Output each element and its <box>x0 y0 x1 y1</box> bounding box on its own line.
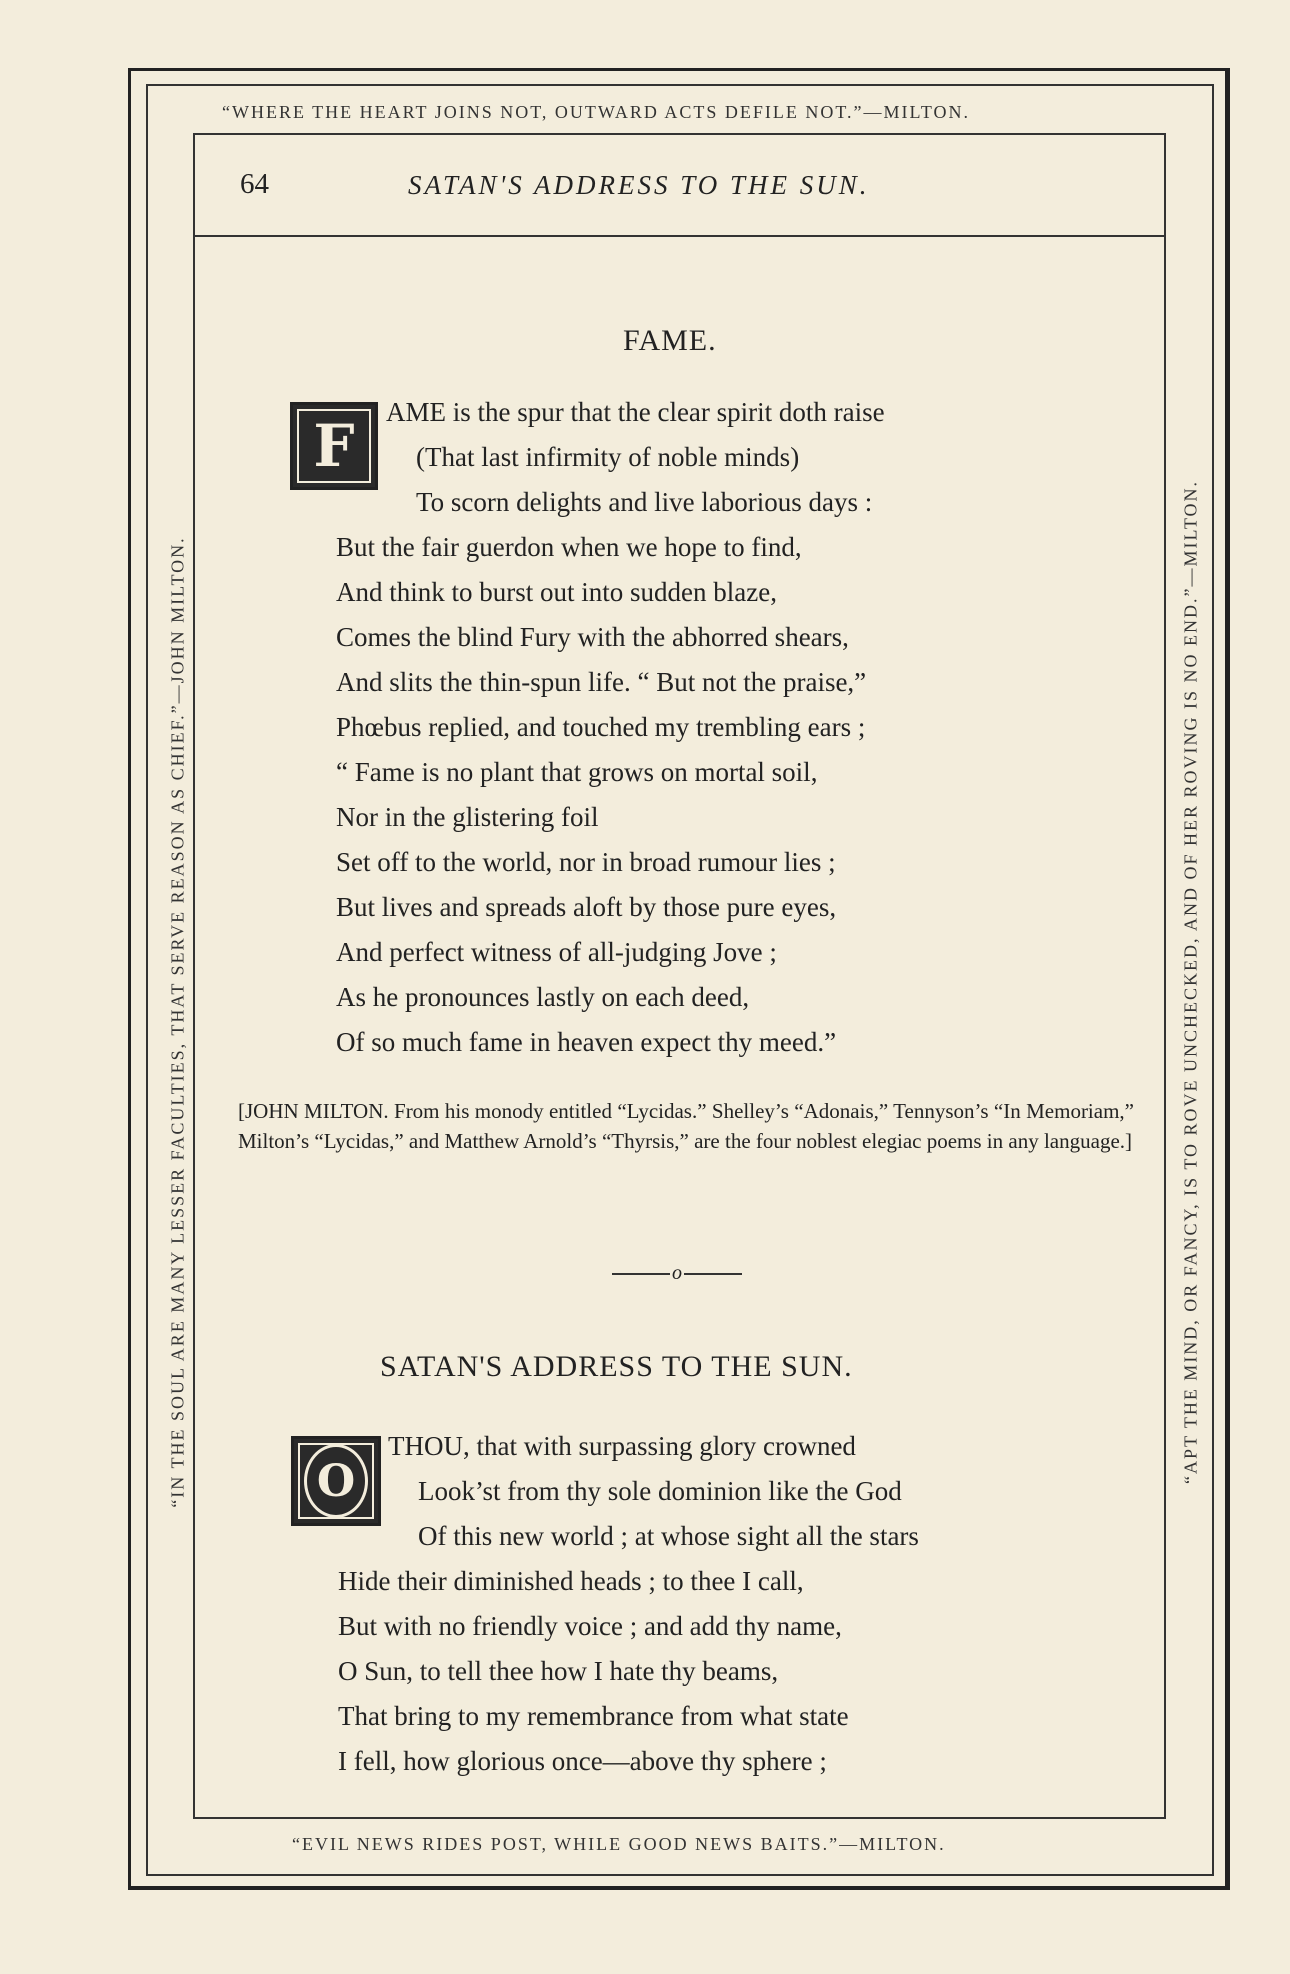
poem-satan-verse <box>338 1424 919 1784</box>
verse-line: That bring to my remembrance from what state <box>338 1701 849 1731</box>
verse-line: Phœbus replied, and touched my trembling ears ; <box>336 712 866 742</box>
drop-cap-letter: O <box>304 1444 368 1518</box>
verse-line: Hide their diminished heads ; to thee I call, <box>338 1566 804 1596</box>
motto-left: “IN THE SOUL ARE MANY LESSER FACULTIES, THAT SERVE REASON AS CHIEF.”—JOHN MILTON. <box>167 536 188 1508</box>
verse-line: AME is the spur that the clear spirit doth raise <box>386 397 885 427</box>
verse-line: As he pronounces lastly on each deed, <box>336 982 750 1012</box>
verse-line: Set off to the world, nor in broad rumour lies ; <box>336 847 836 877</box>
header-rule <box>193 235 1166 237</box>
verse-line: And think to burst out into sudden blaze, <box>336 577 777 607</box>
running-head: SATAN'S ADDRESS TO THE SUN. <box>408 170 870 200</box>
verse-line: Look’st from thy sole dominion like the God <box>418 1476 902 1506</box>
verse-line: Of this new world ; at whose sight all the stars <box>418 1521 919 1551</box>
verse-line: And perfect witness of all-judging Jove ; <box>336 937 777 967</box>
verse-line: And slits the thin-spun life. “ But not the praise,” <box>336 667 867 697</box>
poem-title-satan: SATAN'S ADDRESS TO THE SUN. <box>380 1350 853 1383</box>
verse-line: Comes the blind Fury with the abhorred shears, <box>336 622 849 652</box>
verse-line: But lives and spreads aloft by those pure eyes, <box>336 892 837 922</box>
section-separator <box>610 1262 744 1285</box>
verse-line: O Sun, to tell thee how I hate thy beams, <box>338 1656 779 1686</box>
verse-line: (That last infirmity of noble minds) <box>416 442 800 472</box>
motto-right: “APT THE MIND, OR FANCY, IS TO ROVE UNCHECKED, AND OF HER ROVING IS NO END.”—MILTON. <box>1180 479 1201 1485</box>
separator-mark: o <box>672 1262 682 1284</box>
poem-fame-verse <box>336 390 885 1065</box>
verse-line: “ Fame is no plant that grows on mortal soil, <box>336 757 818 787</box>
page-number: 64 <box>240 168 269 200</box>
motto-top: “WHERE THE HEART JOINS NOT, OUTWARD ACTS DEFILE NOT.”—MILTON. <box>222 102 971 122</box>
motto-bottom: “EVIL NEWS RIDES POST, WHILE GOOD NEWS BAITS.”—MILTON. <box>292 1834 946 1854</box>
verse-line: THOU, that with surpassing glory crowned <box>388 1431 856 1461</box>
verse-line: I fell, how glorious once—above thy sphere ; <box>338 1746 827 1776</box>
verse-line: Of so much fame in heaven expect thy meed.” <box>336 1027 837 1057</box>
poem-title-fame: FAME. <box>623 324 717 357</box>
verse-line: But with no friendly voice ; and add thy name, <box>338 1611 842 1641</box>
editorial-note: [JOHN MILTON. From his monody entitled “Lycidas.” Shelley’s “Adonais,” Tennyson’s “In Memoriam,” Milton’s “Lycidas,” and Matthew Arnold’s “Thyrsis,” are the four noblest elegiac poems in any language.] <box>238 1099 1134 1153</box>
verse-line: But the fair guerdon when we hope to find, <box>336 532 802 562</box>
verse-line: To scorn delights and live laborious days : <box>416 487 873 517</box>
verse-line: Nor in the glistering foil <box>336 802 599 832</box>
drop-cap-letter: F <box>313 412 355 480</box>
